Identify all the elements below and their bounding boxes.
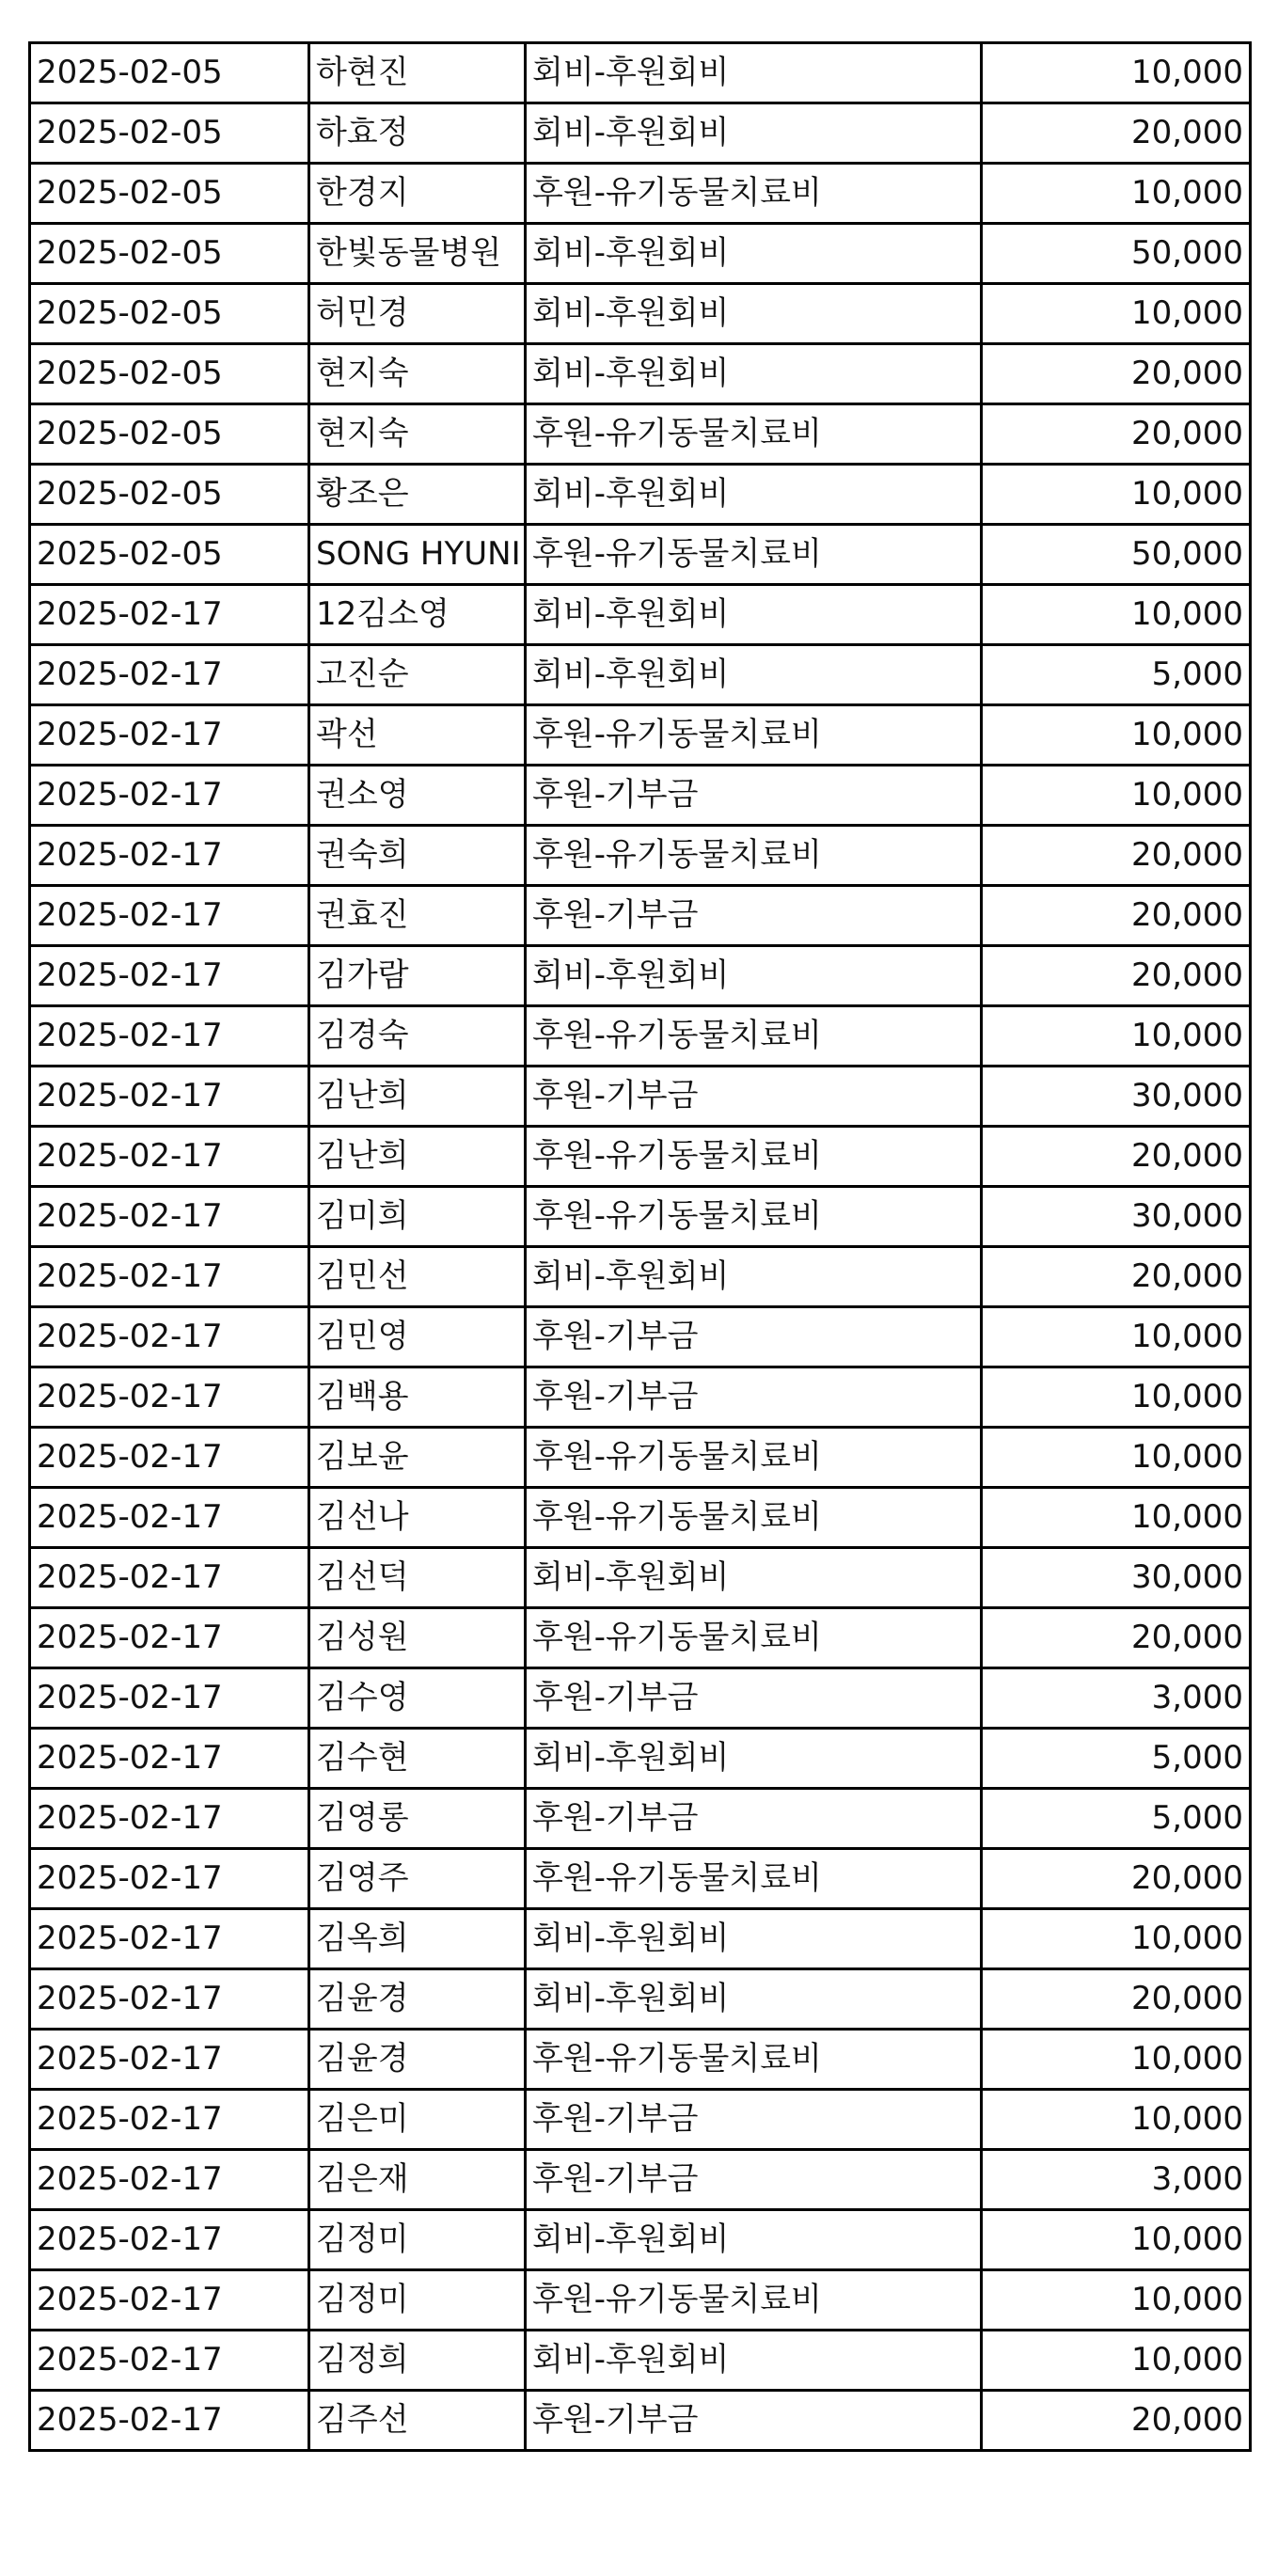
category-cell: 후원-유기동물치료비 [526, 1127, 982, 1187]
date-cell: 2025-02-05 [30, 525, 309, 585]
category-cell: 후원-유기동물치료비 [526, 404, 982, 465]
name-cell: 한빛동물병원 [309, 224, 526, 284]
table-row [30, 2090, 1251, 2150]
category-cell: 회비-후원회비 [526, 946, 982, 1006]
table-row [30, 1187, 1251, 1247]
name-cell: 김민영 [309, 1307, 526, 1367]
category-cell: 후원-기부금 [526, 766, 982, 826]
category-cell: 회비-후원회비 [526, 224, 982, 284]
amount-cell: 10,000 [982, 43, 1251, 103]
table-row [30, 2331, 1251, 2391]
name-cell: 허민경 [309, 284, 526, 344]
table-row [30, 1488, 1251, 1548]
table-body [30, 43, 1251, 2451]
table-row [30, 946, 1251, 1006]
category-cell: 회비-후원회비 [526, 465, 982, 525]
name-cell: 김정희 [309, 2331, 526, 2391]
name-cell: 김영주 [309, 1849, 526, 1909]
table-row [30, 1428, 1251, 1488]
category-cell: 회비-후원회비 [526, 344, 982, 404]
table-row [30, 645, 1251, 705]
name-cell: 김성원 [309, 1608, 526, 1668]
amount-cell: 10,000 [982, 1428, 1251, 1488]
date-cell: 2025-02-17 [30, 1668, 309, 1729]
table-row [30, 705, 1251, 766]
amount-cell: 10,000 [982, 284, 1251, 344]
amount-cell: 20,000 [982, 826, 1251, 886]
name-cell: 김수영 [309, 1668, 526, 1729]
amount-cell: 30,000 [982, 1187, 1251, 1247]
amount-cell: 10,000 [982, 1909, 1251, 1969]
name-cell: 김수현 [309, 1729, 526, 1789]
name-cell: 김윤경 [309, 2030, 526, 2090]
date-cell: 2025-02-17 [30, 946, 309, 1006]
table-row [30, 164, 1251, 224]
name-cell: 김영롱 [309, 1789, 526, 1849]
name-cell: 김난희 [309, 1067, 526, 1127]
name-cell: 12김소영 [309, 585, 526, 645]
table-row [30, 886, 1251, 946]
amount-cell: 10,000 [982, 1307, 1251, 1367]
category-cell: 후원-유기동물치료비 [526, 1187, 982, 1247]
date-cell: 2025-02-17 [30, 705, 309, 766]
category-cell: 회비-후원회비 [526, 103, 982, 164]
amount-cell: 20,000 [982, 886, 1251, 946]
table-row [30, 2391, 1251, 2451]
date-cell: 2025-02-17 [30, 886, 309, 946]
date-cell: 2025-02-17 [30, 1006, 309, 1067]
date-cell: 2025-02-17 [30, 1247, 309, 1307]
name-cell: 김선덕 [309, 1548, 526, 1608]
amount-cell: 5,000 [982, 1729, 1251, 1789]
table-row [30, 2150, 1251, 2210]
category-cell: 후원-유기동물치료비 [526, 164, 982, 224]
category-cell: 후원-기부금 [526, 1367, 982, 1428]
amount-cell: 20,000 [982, 1127, 1251, 1187]
amount-cell: 20,000 [982, 1247, 1251, 1307]
category-cell: 회비-후원회비 [526, 2210, 982, 2270]
category-cell: 회비-후원회비 [526, 43, 982, 103]
name-cell: 김정미 [309, 2210, 526, 2270]
amount-cell: 20,000 [982, 404, 1251, 465]
date-cell: 2025-02-17 [30, 826, 309, 886]
amount-cell: 10,000 [982, 2210, 1251, 2270]
table-row [30, 465, 1251, 525]
date-cell: 2025-02-05 [30, 284, 309, 344]
table-row [30, 1307, 1251, 1367]
name-cell: 황조은 [309, 465, 526, 525]
date-cell: 2025-02-17 [30, 2150, 309, 2210]
table-row [30, 826, 1251, 886]
table-row [30, 2210, 1251, 2270]
category-cell: 후원-유기동물치료비 [526, 1006, 982, 1067]
name-cell: 하효정 [309, 103, 526, 164]
date-cell: 2025-02-05 [30, 43, 309, 103]
table-row [30, 2030, 1251, 2090]
table-row [30, 43, 1251, 103]
category-cell: 회비-후원회비 [526, 1969, 982, 2030]
date-cell: 2025-02-17 [30, 1127, 309, 1187]
date-cell: 2025-02-17 [30, 2331, 309, 2391]
category-cell: 후원-기부금 [526, 2150, 982, 2210]
table-row [30, 103, 1251, 164]
amount-cell: 20,000 [982, 1849, 1251, 1909]
date-cell: 2025-02-17 [30, 585, 309, 645]
name-cell: 현지숙 [309, 404, 526, 465]
category-cell: 후원-유기동물치료비 [526, 1488, 982, 1548]
amount-cell: 3,000 [982, 2150, 1251, 2210]
table-row [30, 1849, 1251, 1909]
amount-cell: 20,000 [982, 1969, 1251, 2030]
table-row [30, 284, 1251, 344]
name-cell: 김주선 [309, 2391, 526, 2451]
amount-cell: 10,000 [982, 2030, 1251, 2090]
date-cell: 2025-02-17 [30, 2090, 309, 2150]
amount-cell: 50,000 [982, 224, 1251, 284]
name-cell: 고진순 [309, 645, 526, 705]
date-cell: 2025-02-17 [30, 2270, 309, 2331]
table-row [30, 1247, 1251, 1307]
donation-table [28, 41, 1252, 2452]
name-cell: 권소영 [309, 766, 526, 826]
name-cell: 김선나 [309, 1488, 526, 1548]
category-cell: 회비-후원회비 [526, 1247, 982, 1307]
name-cell: 김보윤 [309, 1428, 526, 1488]
date-cell: 2025-02-05 [30, 224, 309, 284]
name-cell: 김미희 [309, 1187, 526, 1247]
category-cell: 후원-기부금 [526, 1789, 982, 1849]
table-row [30, 1729, 1251, 1789]
date-cell: 2025-02-17 [30, 1488, 309, 1548]
amount-cell: 10,000 [982, 2270, 1251, 2331]
category-cell: 회비-후원회비 [526, 1729, 982, 1789]
table-row [30, 1668, 1251, 1729]
category-cell: 회비-후원회비 [526, 1909, 982, 1969]
amount-cell: 20,000 [982, 1608, 1251, 1668]
category-cell: 후원-기부금 [526, 1067, 982, 1127]
table-row [30, 1006, 1251, 1067]
amount-cell: 10,000 [982, 164, 1251, 224]
category-cell: 회비-후원회비 [526, 585, 982, 645]
name-cell: 김윤경 [309, 1969, 526, 2030]
name-cell: 김은재 [309, 2150, 526, 2210]
amount-cell: 50,000 [982, 525, 1251, 585]
category-cell: 후원-유기동물치료비 [526, 1608, 982, 1668]
name-cell: 권숙희 [309, 826, 526, 886]
amount-cell: 30,000 [982, 1548, 1251, 1608]
date-cell: 2025-02-17 [30, 645, 309, 705]
amount-cell: 30,000 [982, 1067, 1251, 1127]
name-cell: 김가람 [309, 946, 526, 1006]
date-cell: 2025-02-17 [30, 2210, 309, 2270]
date-cell: 2025-02-17 [30, 1608, 309, 1668]
amount-cell: 5,000 [982, 1789, 1251, 1849]
category-cell: 후원-유기동물치료비 [526, 525, 982, 585]
table-row [30, 1548, 1251, 1608]
category-cell: 후원-기부금 [526, 1668, 982, 1729]
amount-cell: 10,000 [982, 585, 1251, 645]
name-cell: 김경숙 [309, 1006, 526, 1067]
amount-cell: 10,000 [982, 705, 1251, 766]
amount-cell: 5,000 [982, 645, 1251, 705]
category-cell: 후원-유기동물치료비 [526, 1849, 982, 1909]
table-row [30, 525, 1251, 585]
date-cell: 2025-02-17 [30, 1548, 309, 1608]
table-row [30, 766, 1251, 826]
name-cell: 김민선 [309, 1247, 526, 1307]
category-cell: 후원-유기동물치료비 [526, 2030, 982, 2090]
date-cell: 2025-02-05 [30, 103, 309, 164]
table-row [30, 1909, 1251, 1969]
name-cell: SONG HYUNI [309, 525, 526, 585]
date-cell: 2025-02-05 [30, 404, 309, 465]
date-cell: 2025-02-05 [30, 164, 309, 224]
category-cell: 회비-후원회비 [526, 284, 982, 344]
category-cell: 후원-기부금 [526, 1307, 982, 1367]
table-row [30, 404, 1251, 465]
category-cell: 후원-유기동물치료비 [526, 705, 982, 766]
table-row [30, 1067, 1251, 1127]
date-cell: 2025-02-17 [30, 1969, 309, 2030]
name-cell: 현지숙 [309, 344, 526, 404]
category-cell: 회비-후원회비 [526, 645, 982, 705]
amount-cell: 10,000 [982, 1367, 1251, 1428]
date-cell: 2025-02-17 [30, 1367, 309, 1428]
table-row [30, 1969, 1251, 2030]
name-cell: 하현진 [309, 43, 526, 103]
category-cell: 후원-기부금 [526, 2391, 982, 2451]
name-cell: 김옥희 [309, 1909, 526, 1969]
table-row [30, 224, 1251, 284]
category-cell: 회비-후원회비 [526, 1548, 982, 1608]
category-cell: 후원-유기동물치료비 [526, 1428, 982, 1488]
amount-cell: 10,000 [982, 2331, 1251, 2391]
amount-cell: 20,000 [982, 344, 1251, 404]
table-row [30, 2270, 1251, 2331]
name-cell: 권효진 [309, 886, 526, 946]
amount-cell: 20,000 [982, 2391, 1251, 2451]
amount-cell: 10,000 [982, 766, 1251, 826]
date-cell: 2025-02-17 [30, 1789, 309, 1849]
date-cell: 2025-02-17 [30, 1428, 309, 1488]
table-row [30, 1127, 1251, 1187]
date-cell: 2025-02-17 [30, 1729, 309, 1789]
amount-cell: 10,000 [982, 465, 1251, 525]
date-cell: 2025-02-17 [30, 1187, 309, 1247]
date-cell: 2025-02-05 [30, 344, 309, 404]
category-cell: 회비-후원회비 [526, 2331, 982, 2391]
date-cell: 2025-02-05 [30, 465, 309, 525]
name-cell: 김백용 [309, 1367, 526, 1428]
amount-cell: 10,000 [982, 1488, 1251, 1548]
table-row [30, 1367, 1251, 1428]
category-cell: 후원-유기동물치료비 [526, 826, 982, 886]
date-cell: 2025-02-17 [30, 1307, 309, 1367]
name-cell: 김난희 [309, 1127, 526, 1187]
category-cell: 후원-기부금 [526, 2090, 982, 2150]
amount-cell: 20,000 [982, 103, 1251, 164]
name-cell: 김은미 [309, 2090, 526, 2150]
amount-cell: 3,000 [982, 1668, 1251, 1729]
name-cell: 한경지 [309, 164, 526, 224]
date-cell: 2025-02-17 [30, 1067, 309, 1127]
table-row [30, 1789, 1251, 1849]
category-cell: 후원-유기동물치료비 [526, 2270, 982, 2331]
amount-cell: 20,000 [982, 946, 1251, 1006]
category-cell: 후원-기부금 [526, 886, 982, 946]
date-cell: 2025-02-17 [30, 1849, 309, 1909]
date-cell: 2025-02-17 [30, 2030, 309, 2090]
name-cell: 김정미 [309, 2270, 526, 2331]
amount-cell: 10,000 [982, 2090, 1251, 2150]
date-cell: 2025-02-17 [30, 1909, 309, 1969]
amount-cell: 10,000 [982, 1006, 1251, 1067]
table-row [30, 585, 1251, 645]
table-row [30, 344, 1251, 404]
name-cell: 곽선 [309, 705, 526, 766]
table-row [30, 1608, 1251, 1668]
date-cell: 2025-02-17 [30, 2391, 309, 2451]
date-cell: 2025-02-17 [30, 766, 309, 826]
